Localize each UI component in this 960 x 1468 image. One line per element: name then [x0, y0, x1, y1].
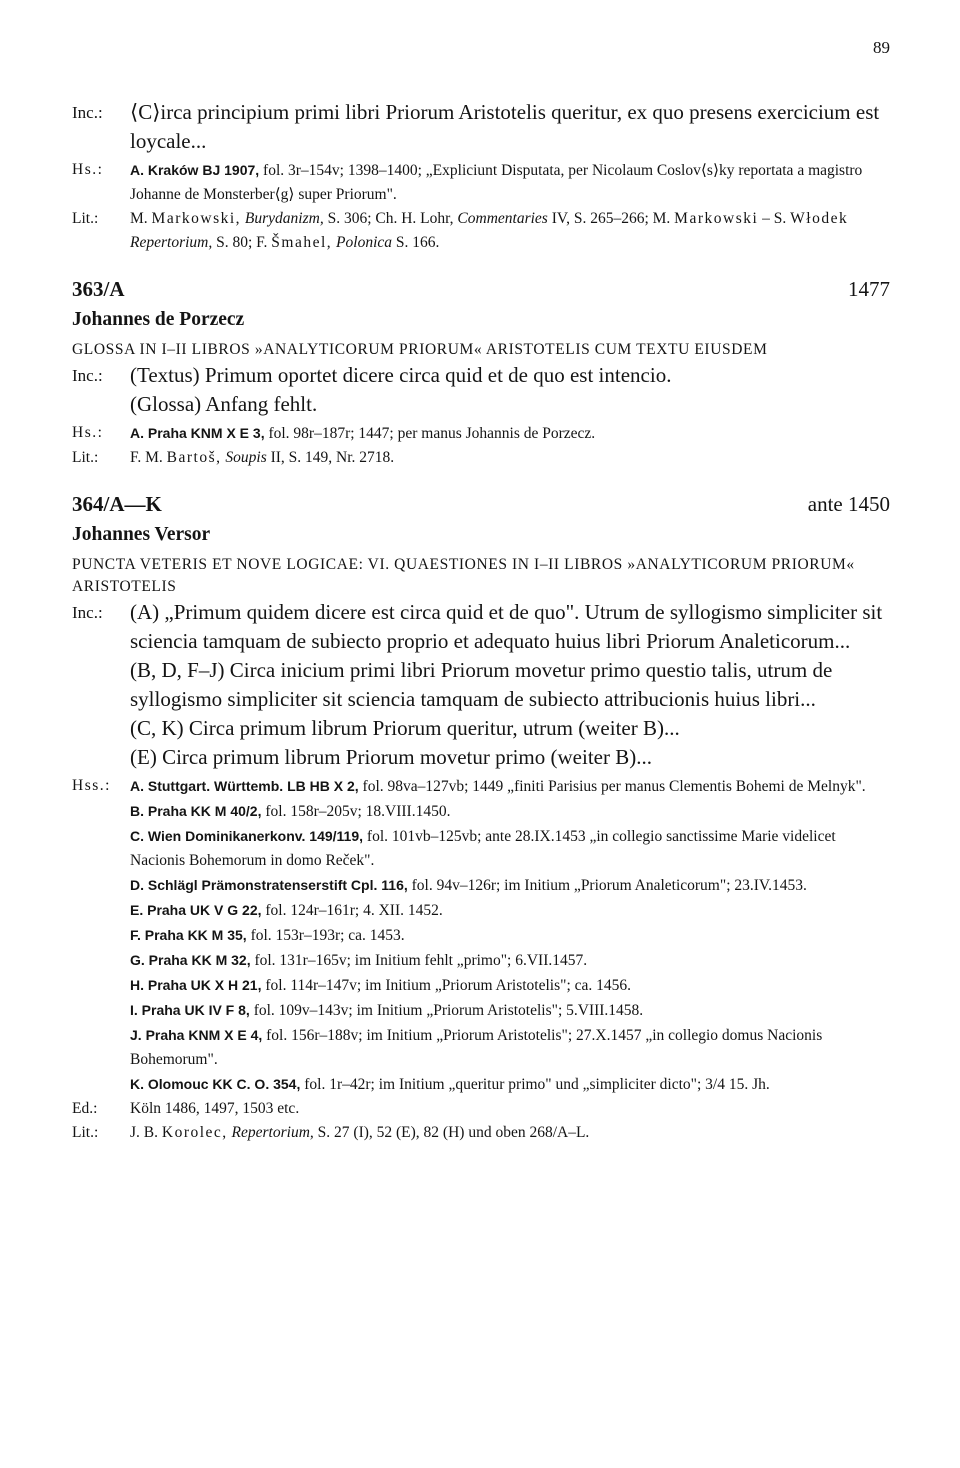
- manuscript-details: fol. 98r–187r; 1447; per manus Johannis de Porzecz.: [268, 425, 596, 442]
- entry-author: Johannes Versor: [72, 524, 211, 545]
- manuscript-entry: [72, 158, 890, 207]
- manuscript-siglum: J.: [130, 1027, 142, 1043]
- manuscript-details: fol. 101vb–125vb; ante 28.IX.1453 „in collegio sanctissime Marie videlicet Nacionis Bohemorum in domo Reček".: [130, 828, 836, 869]
- manuscript-item: [130, 1023, 890, 1072]
- manuscript-details: fol. 94v–126r; im Initium „Priorum Analeticorum"; 23.IV.1453.: [411, 877, 807, 894]
- lit-part: S. 306; Ch. H. Lohr,: [327, 210, 454, 227]
- lit-author: Włodek: [790, 210, 849, 227]
- lit-title: Commentaries: [457, 210, 548, 227]
- incipit-entry: [72, 361, 890, 419]
- entry-title: PUNCTA VETERIS ET NOVE LOGICAE: VI. QUAESTIONES IN I–II LIBROS »ANALYTICORUM PRIORUM« ARISTOTELIS: [72, 556, 855, 595]
- manuscript-location: Praha KNM X E 4,: [145, 1027, 263, 1043]
- incipit-textus: (Textus) Primum oportet dicere circa quid et de quo est intencio.: [130, 363, 672, 387]
- manuscript-details: fol. 109v–143v; im Initium „Priorum Aristotelis"; 5.VIII.1458.: [253, 1002, 644, 1019]
- manuscript-siglum: G.: [130, 952, 145, 968]
- incipit-text: [130, 361, 890, 419]
- lit-title: Repertorium,: [130, 234, 213, 251]
- edition-text: Köln 1486, 1497, 1503 etc.: [130, 1100, 300, 1117]
- manuscript-location: Praha UK X H 21,: [147, 977, 262, 993]
- literature-text: [130, 1121, 890, 1145]
- literature-label: Lit.:: [72, 1124, 99, 1141]
- literature-entry: [72, 446, 890, 470]
- manuscript-siglum: A.: [130, 425, 144, 441]
- manuscript-item: [130, 998, 890, 1023]
- page-content: [72, 98, 890, 1145]
- manuscript-location: Stuttgart. Württemb. LB HB X 2,: [147, 778, 359, 794]
- manuscript-item: [130, 799, 890, 824]
- manuscript-label: Hs.:: [72, 161, 104, 178]
- lit-author: Markowski,: [151, 210, 242, 227]
- manuscript-text: [130, 421, 890, 446]
- manuscript-item: [130, 1072, 890, 1097]
- literature-label: Lit.:: [72, 449, 99, 466]
- incipit-text: [130, 598, 890, 772]
- manuscript-details: fol. 3r–154v; 1398–1400; „Expliciunt Disputata, per Nicolaum Coslov⟨s⟩ky reportata a magistro Johanne de Monsterber⟨g⟩ super Priorum".: [130, 162, 863, 203]
- manuscript-location: Praha KK M 35,: [144, 927, 247, 943]
- lit-part: M.: [130, 210, 148, 227]
- literature-label: Lit.:: [72, 210, 99, 227]
- lit-part: II, S. 149, Nr. 2718.: [270, 449, 395, 466]
- edition-entry: [72, 1097, 890, 1121]
- page-number: 89: [873, 38, 890, 57]
- literature-text: [130, 207, 890, 255]
- manuscript-details: fol. 114r–147v; im Initium „Priorum Aristotelis"; ca. 1456.: [265, 977, 632, 994]
- manuscript-details: fol. 1r–42r; im Initium „queritur primo" und „simpliciter dicto"; 3/4 15. Jh.: [304, 1076, 770, 1093]
- manuscript-item: [130, 873, 890, 898]
- literature-entry: [72, 207, 890, 255]
- entry-number: 364/A—K: [72, 492, 162, 516]
- manuscript-details: fol. 124r–161r; 4. XII. 1452.: [265, 902, 443, 919]
- edition-label: Ed.:: [72, 1100, 98, 1117]
- manuscript-list: [130, 774, 890, 1097]
- lit-title: Soupis: [225, 449, 267, 466]
- manuscript-location: Praha KNM X E 3,: [147, 425, 265, 441]
- incipit-glossa: (Glossa) Anfang fehlt.: [130, 392, 318, 416]
- manuscript-item: [130, 774, 890, 799]
- manuscript-siglum: D.: [130, 877, 144, 893]
- manuscripts-text: [130, 774, 890, 1097]
- lit-author: Korolec,: [161, 1124, 228, 1141]
- manuscript-text: [130, 158, 890, 207]
- manuscript-siglum: A.: [130, 778, 144, 794]
- manuscript-details: fol. 98va–127vb; 1449 „finiti Parisius per manus Clementis Bohemi de Melnyk".: [362, 778, 866, 795]
- lit-part: S. 27 (I), 52 (E), 82 (H) und oben 268/A–L.: [317, 1124, 590, 1141]
- incipit-text: ⟨C⟩irca principium primi libri Priorum Aristotelis queritur, ex quo presens exercicium est loycale...: [130, 100, 880, 153]
- manuscript-siglum: I.: [130, 1002, 138, 1018]
- manuscript-location: Praha UK V G 22,: [147, 902, 262, 918]
- entry-title: GLOSSA IN I–II LIBROS »ANALYTICORUM PRIORUM« ARISTOTELIS CUM TEXTU EIUSDEM: [72, 341, 768, 358]
- literature-entry: [72, 1121, 890, 1145]
- incipit-label: Inc.:: [72, 603, 103, 622]
- lit-title: Repertorium,: [231, 1124, 314, 1141]
- incipit-entry: [72, 98, 890, 156]
- manuscript-siglum: F.: [130, 927, 141, 943]
- manuscript-location: Olomouc KK C. O. 354,: [147, 1076, 301, 1092]
- lit-part: – S.: [762, 210, 787, 227]
- manuscript-siglum: A.: [130, 162, 144, 178]
- manuscript-siglum: E.: [130, 902, 144, 918]
- manuscript-location: Kraków BJ 1907,: [147, 162, 260, 178]
- manuscript-item: [130, 824, 890, 873]
- manuscript-entry: [72, 421, 890, 446]
- lit-part: S. 80; F.: [216, 234, 268, 251]
- lit-author: Šmahel,: [271, 234, 333, 251]
- manuscript-details: fol. 156r–188v; im Initium „Priorum Aristotelis"; 27.X.1457 „in collegio domus Nacionis Bohemorum".: [130, 1027, 823, 1068]
- manuscript-location: Praha KK M 40/2,: [147, 803, 262, 819]
- incipit-label: Inc.:: [72, 366, 103, 385]
- entry-364: [72, 490, 890, 1145]
- manuscript-label: Hs.:: [72, 424, 104, 441]
- manuscript-details: fol. 158r–205v; 18.VIII.1450.: [265, 803, 451, 820]
- entry-date: 1477: [848, 277, 890, 301]
- lit-part: F. M.: [130, 449, 163, 466]
- lit-title: Burydanizm,: [244, 210, 324, 227]
- entry-363: [72, 275, 890, 470]
- manuscript-location: Wien Dominikanerkonv. 149/119,: [147, 828, 364, 844]
- manuscripts-label: Hss.:: [72, 777, 111, 794]
- manuscript-item: [130, 898, 890, 923]
- lit-part: J. B.: [130, 1124, 158, 1141]
- manuscript-location: Schlägl Prämonstratenserstift Cpl. 116,: [147, 877, 408, 893]
- manuscript-siglum: C.: [130, 828, 144, 844]
- lit-part: S. 166.: [395, 234, 440, 251]
- manuscript-location: Praha KK M 32,: [148, 952, 251, 968]
- entry-header: [72, 490, 890, 518]
- manuscript-siglum: H.: [130, 977, 144, 993]
- lit-author: Bartoš,: [166, 449, 222, 466]
- entry-number: 363/A: [72, 277, 125, 301]
- manuscript-siglum: B.: [130, 803, 144, 819]
- lit-author: Markowski: [674, 210, 759, 227]
- manuscript-details: fol. 131r–165v; im Initium fehlt „primo"; 6.VII.1457.: [254, 952, 588, 969]
- lit-part: IV, S. 265–266; M.: [551, 210, 671, 227]
- incipit-e: (E) Circa primum librum Priorum movetur primo (weiter B)...: [130, 745, 652, 769]
- manuscripts-entry: [72, 774, 890, 1097]
- entry-author: Johannes de Porzecz: [72, 309, 245, 330]
- entry-date: ante 1450: [807, 492, 890, 516]
- manuscript-item: [130, 973, 890, 998]
- manuscript-location: Praha UK IV F 8,: [141, 1002, 250, 1018]
- literature-text: [130, 446, 890, 470]
- manuscript-item: [130, 923, 890, 948]
- manuscript-siglum: K.: [130, 1076, 144, 1092]
- manuscript-item: [130, 948, 890, 973]
- manuscript-details: fol. 153r–193r; ca. 1453.: [250, 927, 405, 944]
- incipit-b: (B, D, F–J) Circa inicium primi libri Priorum movetur primo questio talis, utrum de syllogismo simpliciter sit sciencia tamquam de subiecto attribucionis huius libri...: [130, 658, 833, 711]
- entry-header: [72, 275, 890, 303]
- incipit-entry: [72, 598, 890, 772]
- incipit-label: Inc.:: [72, 103, 103, 122]
- lit-title: Polonica: [336, 234, 393, 251]
- incipit-c: (C, K) Circa primum librum Priorum queritur, utrum (weiter B)...: [130, 716, 680, 740]
- incipit-a: (A) „Primum quidem dicere est circa quid et de quo". Utrum de syllogismo simpliciter sit sciencia tamquam de subiecto proprio et adequato huius libri Priorum Analeticorum...: [130, 600, 883, 653]
